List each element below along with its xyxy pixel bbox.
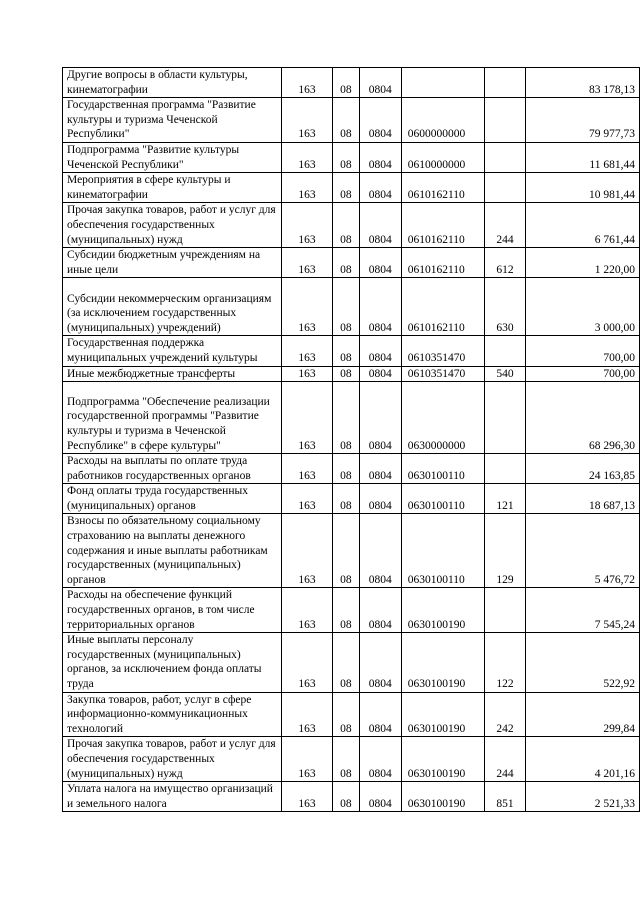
row-target-article-cell: 0630100110	[401, 454, 484, 484]
row-name-cell: Прочая закупка товаров, работ и услуг для обеспечения государственных (муниципальных) нужд	[63, 737, 282, 782]
row-section-cell: 08	[332, 336, 359, 366]
table-row	[63, 248, 640, 278]
row-subsection-cell: 0804	[359, 173, 401, 203]
table-row	[63, 737, 640, 782]
row-subsection-cell: 0804	[359, 454, 401, 484]
row-name-cell: Взносы по обязательному социальному страхованию на выплаты денежного содержания и иные выплаты работникам государственных (муниципальных) органов	[63, 514, 282, 588]
row-subsection-cell: 0804	[359, 336, 401, 366]
table-row	[63, 514, 640, 588]
table-row	[63, 203, 640, 248]
row-subsection-cell: 0804	[359, 737, 401, 782]
table-row	[63, 484, 640, 514]
row-expense-type-cell	[484, 142, 526, 172]
row-name-cell: Другие вопросы в области культуры, кинематографии	[63, 68, 282, 98]
row-amount-cell: 7 545,24	[526, 588, 640, 633]
row-subsection-cell: 0804	[359, 633, 401, 692]
table-row	[63, 336, 640, 366]
row-name-cell: Фонд оплаты труда государственных (муниципальных) органов	[63, 484, 282, 514]
row-section-cell: 08	[332, 382, 359, 454]
row-section-cell: 08	[332, 484, 359, 514]
row-target-article-cell: 0630100110	[401, 514, 484, 588]
row-ved-cell: 163	[282, 366, 333, 382]
row-subsection-cell: 0804	[359, 142, 401, 172]
row-name-cell: Иные межбюджетные трансферты	[63, 366, 282, 382]
row-ved-cell: 163	[282, 588, 333, 633]
table-row	[63, 692, 640, 737]
row-subsection-cell: 0804	[359, 692, 401, 737]
row-expense-type-cell: 121	[484, 484, 526, 514]
row-expense-type-cell: 242	[484, 692, 526, 737]
row-target-article-cell: 0610351470	[401, 336, 484, 366]
row-amount-cell: 79 977,73	[526, 98, 640, 143]
row-amount-cell: 10 981,44	[526, 173, 640, 203]
row-subsection-cell: 0804	[359, 782, 401, 812]
row-section-cell: 08	[332, 98, 359, 143]
row-amount-cell: 18 687,13	[526, 484, 640, 514]
table-row	[63, 142, 640, 172]
row-subsection-cell: 0804	[359, 68, 401, 98]
row-expense-type-cell	[484, 68, 526, 98]
budget-table	[62, 67, 640, 812]
row-amount-cell: 6 761,44	[526, 203, 640, 248]
row-expense-type-cell: 129	[484, 514, 526, 588]
row-target-article-cell: 0630100190	[401, 692, 484, 737]
row-section-cell: 08	[332, 514, 359, 588]
row-section-cell: 08	[332, 173, 359, 203]
row-section-cell: 08	[332, 203, 359, 248]
row-ved-cell: 163	[282, 514, 333, 588]
row-target-article-cell: 0610000000	[401, 142, 484, 172]
table-row	[63, 173, 640, 203]
row-amount-cell: 700,00	[526, 336, 640, 366]
row-section-cell: 08	[332, 278, 359, 336]
row-expense-type-cell: 244	[484, 737, 526, 782]
row-section-cell: 08	[332, 782, 359, 812]
row-name-cell: Уплата налога на имущество организаций и земельного налога	[63, 782, 282, 812]
row-name-cell: Иные выплаты персоналу государственных (муниципальных) органов, за исключением фонда оплаты труда	[63, 633, 282, 692]
row-ved-cell: 163	[282, 737, 333, 782]
table-row	[63, 366, 640, 382]
row-target-article-cell: 0630100190	[401, 737, 484, 782]
row-expense-type-cell: 612	[484, 248, 526, 278]
row-amount-cell: 24 163,85	[526, 454, 640, 484]
row-subsection-cell: 0804	[359, 588, 401, 633]
row-expense-type-cell	[484, 454, 526, 484]
row-target-article-cell	[401, 68, 484, 98]
row-subsection-cell: 0804	[359, 514, 401, 588]
table-row	[63, 278, 640, 336]
row-ved-cell: 163	[282, 782, 333, 812]
row-expense-type-cell: 851	[484, 782, 526, 812]
row-section-cell: 08	[332, 454, 359, 484]
row-target-article-cell: 0630100110	[401, 484, 484, 514]
table-row	[63, 633, 640, 692]
row-ved-cell: 163	[282, 278, 333, 336]
row-target-article-cell: 0610162110	[401, 203, 484, 248]
row-name-cell: Подпрограмма "Развитие культуры Чеченской Республики"	[63, 142, 282, 172]
table-row	[63, 454, 640, 484]
row-section-cell: 08	[332, 366, 359, 382]
table-row	[63, 588, 640, 633]
row-subsection-cell: 0804	[359, 248, 401, 278]
row-subsection-cell: 0804	[359, 98, 401, 143]
row-expense-type-cell: 122	[484, 633, 526, 692]
budget-table-body	[63, 68, 640, 812]
row-section-cell: 08	[332, 588, 359, 633]
row-ved-cell: 163	[282, 248, 333, 278]
row-ved-cell: 163	[282, 336, 333, 366]
row-amount-cell: 5 476,72	[526, 514, 640, 588]
row-ved-cell: 163	[282, 484, 333, 514]
row-name-cell: Расходы на обеспечение функций государственных органов, в том числе территориальных органов	[63, 588, 282, 633]
row-target-article-cell: 0610162110	[401, 248, 484, 278]
row-expense-type-cell	[484, 382, 526, 454]
row-amount-cell: 700,00	[526, 366, 640, 382]
row-amount-cell: 11 681,44	[526, 142, 640, 172]
row-target-article-cell: 0610351470	[401, 366, 484, 382]
row-expense-type-cell	[484, 336, 526, 366]
row-name-cell: Закупка товаров, работ, услуг в сфере информационно-коммуникационных технологий	[63, 692, 282, 737]
row-name-cell: Субсидии некоммерческим организациям (за исключением государственных (муниципальных) учреждений)	[63, 278, 282, 336]
row-subsection-cell: 0804	[359, 203, 401, 248]
row-subsection-cell: 0804	[359, 382, 401, 454]
row-ved-cell: 163	[282, 203, 333, 248]
row-name-cell: Прочая закупка товаров, работ и услуг для обеспечения государственных (муниципальных) нужд	[63, 203, 282, 248]
row-name-cell: Расходы на выплаты по оплате труда работников государственных органов	[63, 454, 282, 484]
row-section-cell: 08	[332, 142, 359, 172]
row-target-article-cell: 0600000000	[401, 98, 484, 143]
row-name-cell: Государственная поддержка муниципальных учреждений культуры	[63, 336, 282, 366]
row-ved-cell: 163	[282, 142, 333, 172]
row-expense-type-cell	[484, 588, 526, 633]
row-expense-type-cell: 540	[484, 366, 526, 382]
row-subsection-cell: 0804	[359, 278, 401, 336]
row-ved-cell: 163	[282, 692, 333, 737]
row-expense-type-cell	[484, 98, 526, 143]
row-amount-cell: 83 178,13	[526, 68, 640, 98]
row-subsection-cell: 0804	[359, 484, 401, 514]
row-section-cell: 08	[332, 692, 359, 737]
row-amount-cell: 522,92	[526, 633, 640, 692]
row-amount-cell: 68 296,30	[526, 382, 640, 454]
row-amount-cell: 3 000,00	[526, 278, 640, 336]
table-row	[63, 68, 640, 98]
row-ved-cell: 163	[282, 454, 333, 484]
row-amount-cell: 2 521,33	[526, 782, 640, 812]
row-ved-cell: 163	[282, 173, 333, 203]
row-name-cell: Государственная программа "Развитие культуры и туризма Чеченской Республики"	[63, 98, 282, 143]
row-expense-type-cell: 630	[484, 278, 526, 336]
row-section-cell: 08	[332, 737, 359, 782]
row-amount-cell: 299,84	[526, 692, 640, 737]
row-ved-cell: 163	[282, 382, 333, 454]
row-target-article-cell: 0610162110	[401, 278, 484, 336]
row-target-article-cell: 0630100190	[401, 633, 484, 692]
table-row	[63, 382, 640, 454]
row-ved-cell: 163	[282, 633, 333, 692]
row-expense-type-cell	[484, 173, 526, 203]
row-ved-cell: 163	[282, 98, 333, 143]
row-subsection-cell: 0804	[359, 366, 401, 382]
row-ved-cell: 163	[282, 68, 333, 98]
row-expense-type-cell: 244	[484, 203, 526, 248]
row-name-cell: Подпрограмма "Обеспечение реализации государственной программы "Развитие культуры и туризма в Чеченской Республике" в сфере культуры"	[63, 382, 282, 454]
row-name-cell: Субсидии бюджетным учреждениям на иные цели	[63, 248, 282, 278]
row-name-cell: Мероприятия в сфере культуры и кинематографии	[63, 173, 282, 203]
row-amount-cell: 4 201,16	[526, 737, 640, 782]
row-target-article-cell: 0630100190	[401, 588, 484, 633]
table-row	[63, 98, 640, 143]
row-section-cell: 08	[332, 633, 359, 692]
row-section-cell: 08	[332, 68, 359, 98]
table-row	[63, 782, 640, 812]
row-target-article-cell: 0630100190	[401, 782, 484, 812]
row-target-article-cell: 0610162110	[401, 173, 484, 203]
row-target-article-cell: 0630000000	[401, 382, 484, 454]
row-amount-cell: 1 220,00	[526, 248, 640, 278]
row-section-cell: 08	[332, 248, 359, 278]
